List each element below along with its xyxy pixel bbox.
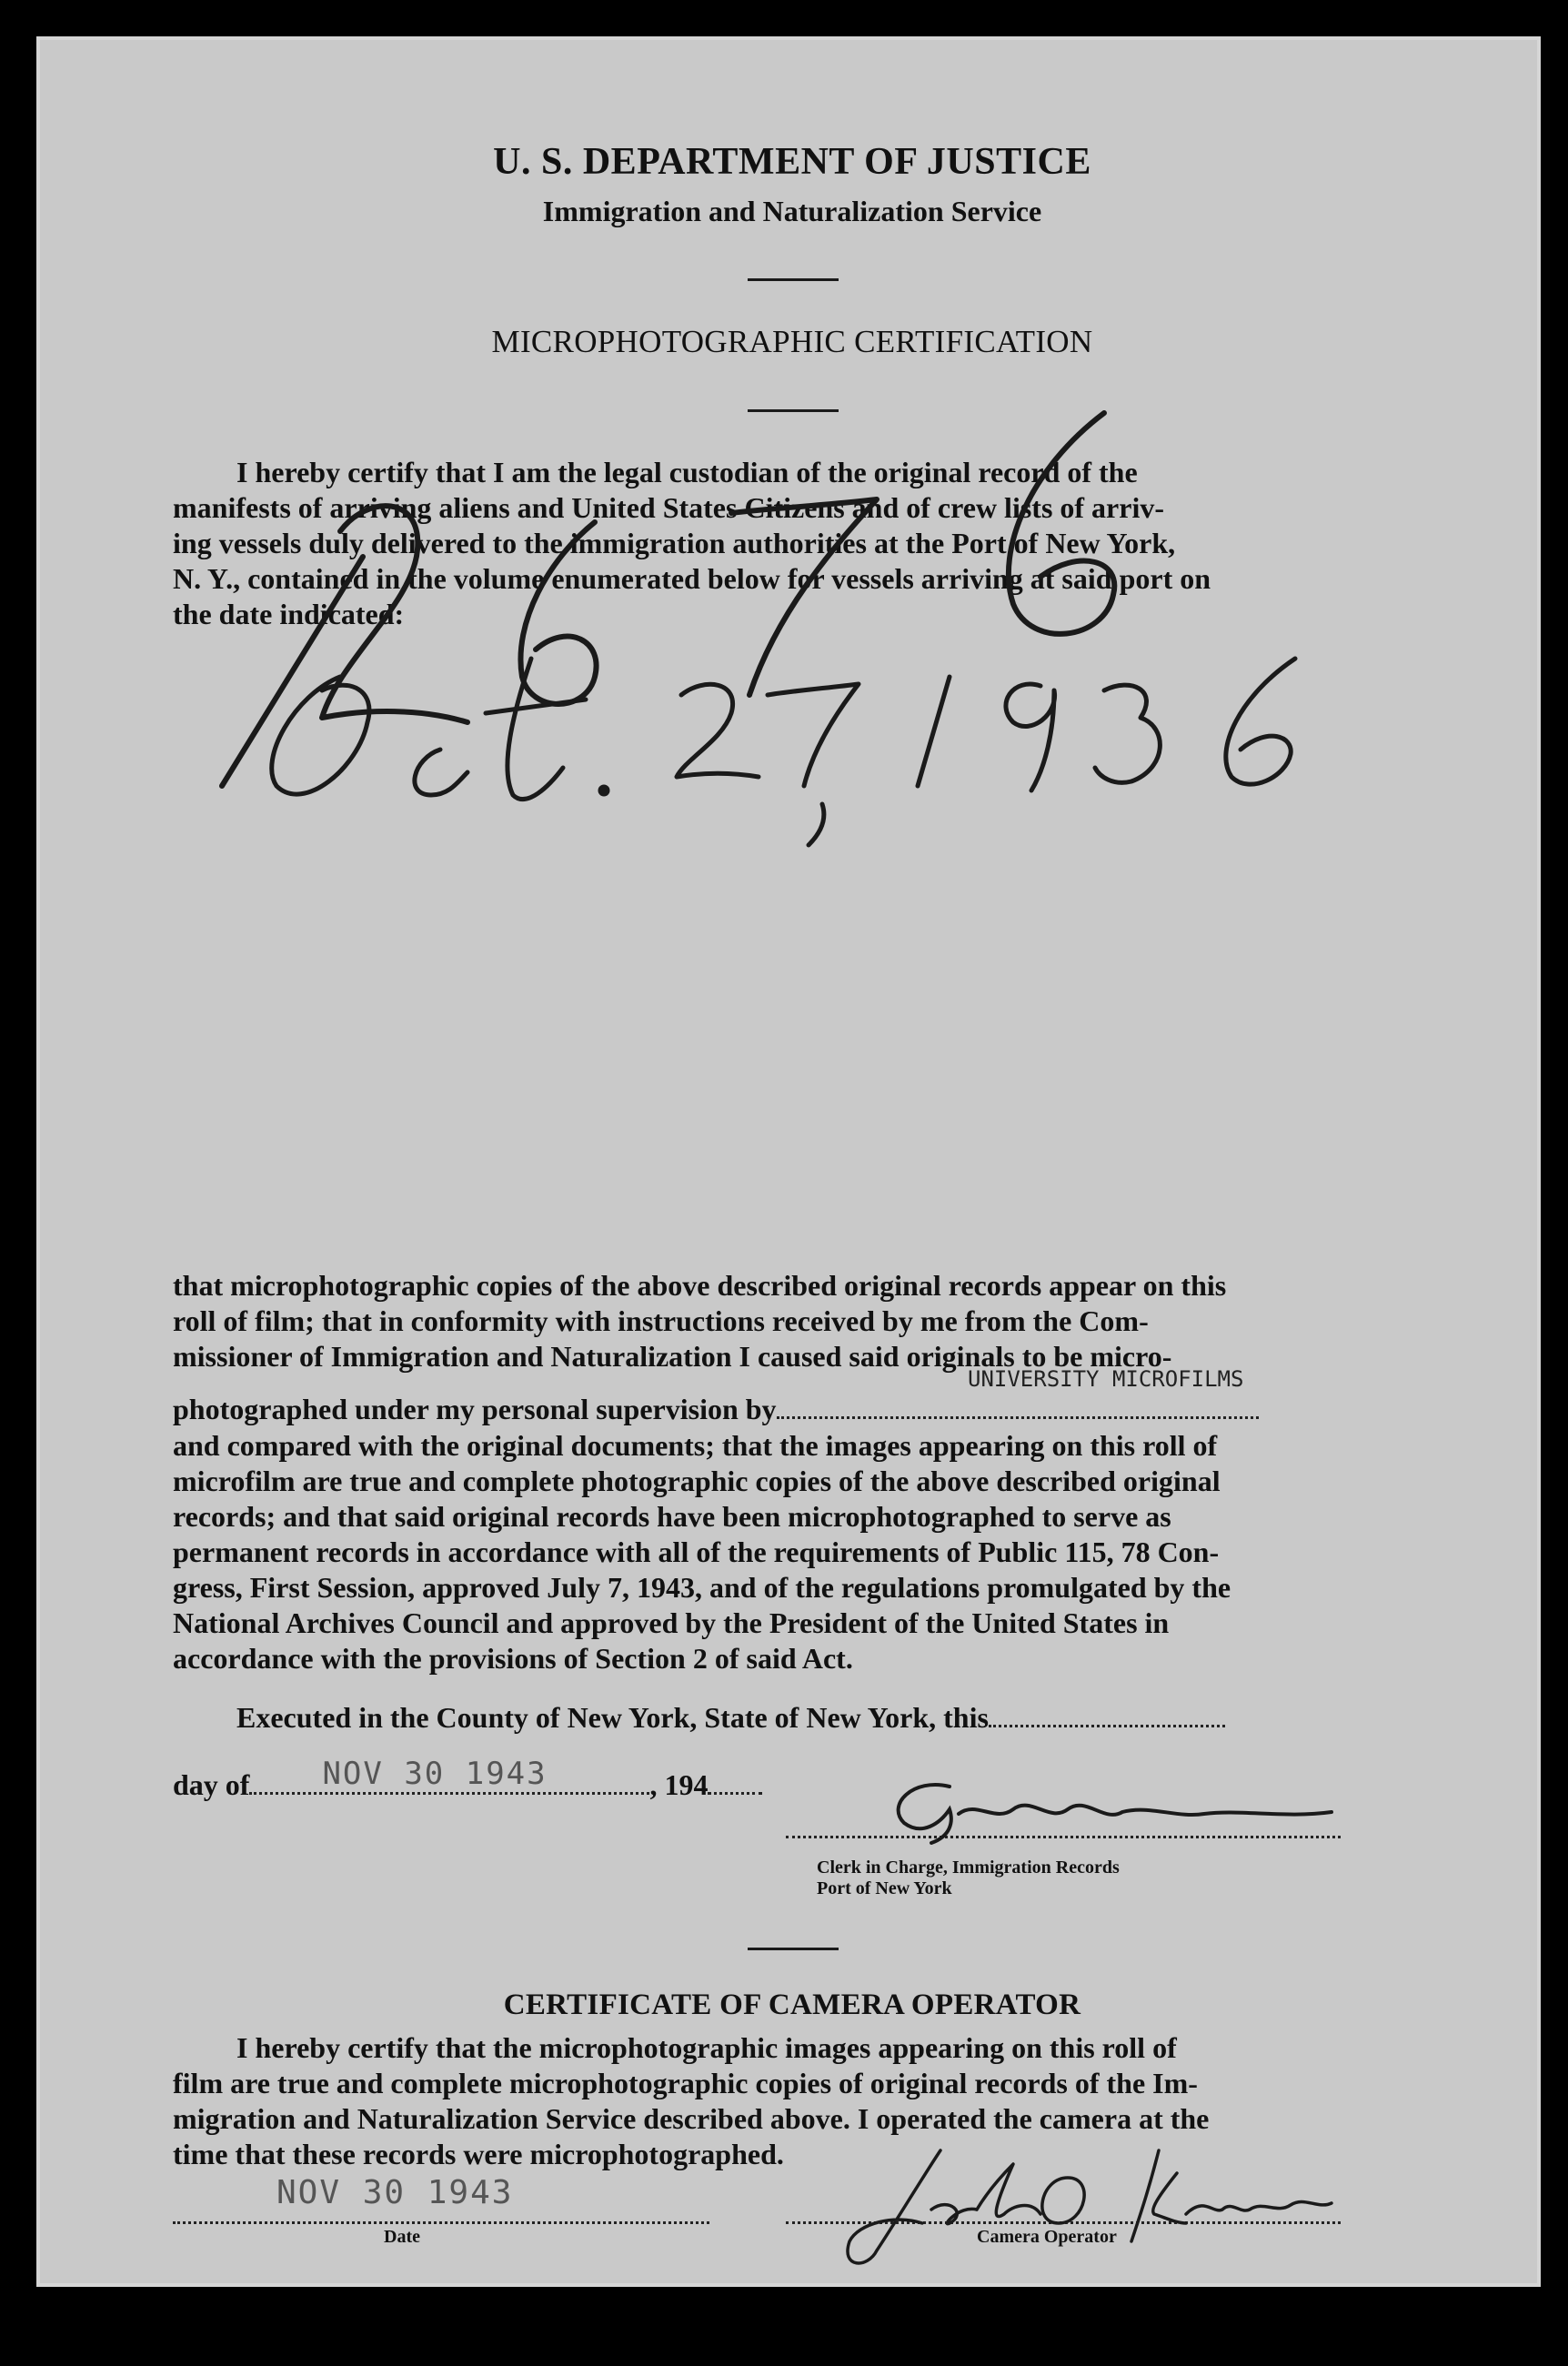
body-paragraph: [173, 1268, 1341, 1374]
handwritten-volume-number: [222, 413, 1114, 786]
operator-date-stamp: NOV 30 1943: [276, 2174, 514, 2211]
body-line: that microphotographic copies of the above described original records appear on this: [173, 1269, 1227, 1302]
body-line: and compared with the original documents; that the images appearing on this roll of: [173, 1429, 1218, 1462]
body-line: gress, First Session, approved July 7, 1943, and of the regulations promulgated by the: [173, 1571, 1231, 1604]
intro-line: ing vessels duly delivered to the immigration authorities at the Port of New York,: [173, 527, 1176, 559]
operator-line: film are true and complete microphotographic copies of original records of the Im-: [173, 2067, 1198, 2099]
certificate-page: [36, 36, 1541, 2287]
executed-dotted-line: [989, 1701, 1225, 1727]
day-of-line: [173, 1756, 762, 1802]
department-title: U. S. DEPARTMENT OF JUSTICE: [493, 141, 1091, 183]
intro-line: manifests of arriving aliens and United States Citizens and of crew lists of arriv-: [173, 491, 1164, 524]
intro-line: I hereby certify that I am the legal custodian of the original record of the: [236, 456, 1138, 488]
body-line: accordance with the provisions of Section 2 of said Act.: [173, 1642, 853, 1675]
operator-line: I hereby certify that the microphotographic images appearing on this roll of: [236, 2031, 1177, 2064]
body-line: missioner of Immigration and Naturalization I caused said originals to be micro-: [173, 1340, 1172, 1373]
operator-line: time that these records were microphotographed.: [173, 2138, 784, 2170]
supervisor-name: UNIVERSITY MICROFILMS: [968, 1366, 1244, 1392]
service-subtitle: Immigration and Naturalization Service: [542, 195, 1042, 227]
date-label: Date: [384, 2227, 420, 2247]
clerk-title: Clerk in Charge, Immigration Records: [817, 1858, 1120, 1878]
handwritten-volume-date: [272, 659, 1295, 845]
day-of-dotted-line: [249, 1756, 649, 1795]
body-line: records; and that said original records have been microphotographed to serve as: [173, 1500, 1171, 1533]
divider: [748, 1948, 839, 1950]
supervisor-line: [173, 1393, 1259, 1426]
year-dotted-line: [708, 1768, 762, 1795]
operator-date-line: [173, 2198, 709, 2224]
certification-heading: MICROPHOTOGRAPHIC CERTIFICATION: [491, 324, 1093, 359]
clerk-port: Port of New York: [817, 1878, 952, 1898]
body-line: permanent records in accordance with all of the requirements of Public 115, 78 Con-: [173, 1535, 1220, 1568]
date-stamp: NOV 30 1943: [322, 1756, 548, 1792]
handwritten-volume-entry: [40, 40, 1544, 859]
body-line: National Archives Council and approved by the President of the United States in: [173, 1606, 1170, 1639]
body-line: roll of film; that in conformity with instructions received by me from the Com-: [173, 1304, 1149, 1337]
executed-text: Executed in the County of New York, State of New York, this: [236, 1701, 989, 1734]
supervisor-dotted-line: [777, 1393, 1259, 1419]
camera-operator-label: Camera Operator: [977, 2227, 1117, 2247]
executed-line: [236, 1701, 1225, 1735]
body-line: microfilm are true and complete photographic copies of the above described original: [173, 1465, 1221, 1497]
year-suffix: , 194: [649, 1768, 709, 1801]
supervisor-prefix: photographed under my personal supervision by: [173, 1393, 777, 1425]
camera-operator-heading: CERTIFICATE OF CAMERA OPERATOR: [503, 1988, 1081, 2021]
intro-line: the date indicated:: [173, 598, 405, 630]
intro-line: N. Y., contained in the volume enumerated below for vessels arriving at said port on: [173, 562, 1211, 595]
operator-line: migration and Naturalization Service described above. I operated the camera at the: [173, 2102, 1210, 2135]
operator-signature: [795, 2123, 1341, 2278]
body-paragraph-continued: [173, 1428, 1341, 1676]
day-of-text: day of: [173, 1768, 250, 1801]
clerk-signature: [877, 1768, 1350, 1850]
